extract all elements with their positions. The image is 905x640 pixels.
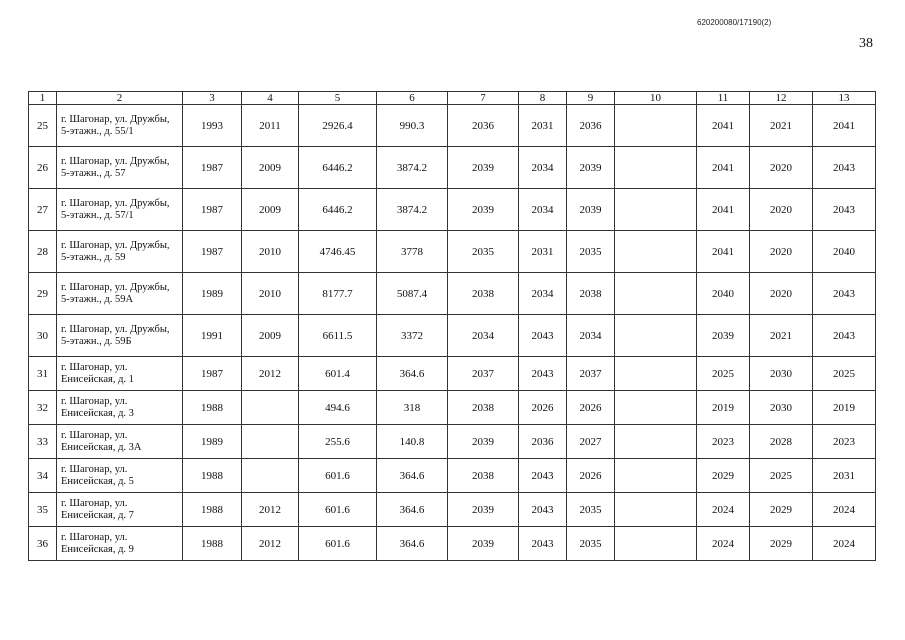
table-cell: 6446.2 — [299, 147, 377, 189]
table-cell: 2023 — [813, 425, 876, 459]
column-header: 3 — [183, 92, 242, 105]
address-cell: г. Шагонар, ул. Дружбы, 5-этажн., д. 57/1 — [57, 189, 183, 231]
column-header: 4 — [242, 92, 299, 105]
table-cell: 255.6 — [299, 425, 377, 459]
table-cell: 601.6 — [299, 493, 377, 527]
table-cell — [615, 459, 697, 493]
table-cell: 2029 — [750, 527, 813, 561]
address-cell: г. Шагонар, ул. Дружбы, 5-этажн., д. 59Б — [57, 315, 183, 357]
column-header: 9 — [567, 92, 615, 105]
table-cell: 6611.5 — [299, 315, 377, 357]
table-cell — [615, 357, 697, 391]
table-cell: 2043 — [519, 493, 567, 527]
column-header: 12 — [750, 92, 813, 105]
table-cell: 1988 — [183, 459, 242, 493]
table-cell: 2039 — [567, 189, 615, 231]
table-cell: 2031 — [519, 231, 567, 273]
table-cell: 2035 — [567, 231, 615, 273]
table-cell: 2011 — [242, 105, 299, 147]
table-cell: 2031 — [813, 459, 876, 493]
table-cell: 318 — [377, 391, 448, 425]
table-cell: 2026 — [567, 391, 615, 425]
table-cell: 31 — [29, 357, 57, 391]
column-header: 10 — [615, 92, 697, 105]
table-cell: 2009 — [242, 189, 299, 231]
table-cell: 2043 — [519, 527, 567, 561]
table-cell: 27 — [29, 189, 57, 231]
table-cell: 2028 — [750, 425, 813, 459]
table-cell: 2041 — [697, 147, 750, 189]
table-cell: 2036 — [567, 105, 615, 147]
table-row — [29, 105, 876, 147]
table-cell: 2020 — [750, 189, 813, 231]
table-cell: 1988 — [183, 391, 242, 425]
table-cell: 2041 — [697, 231, 750, 273]
table-cell: 3778 — [377, 231, 448, 273]
table-row — [29, 189, 876, 231]
header-row — [29, 92, 876, 105]
table-cell: 2038 — [448, 391, 519, 425]
table-cell: 2025 — [813, 357, 876, 391]
table-cell: 2038 — [448, 273, 519, 315]
table-cell: 2037 — [448, 357, 519, 391]
table-cell: 601.6 — [299, 527, 377, 561]
table-row — [29, 459, 876, 493]
table-cell: 2039 — [448, 493, 519, 527]
table-cell: 2043 — [519, 315, 567, 357]
table-cell — [615, 147, 697, 189]
table-cell: 2030 — [750, 391, 813, 425]
table-cell: 1991 — [183, 315, 242, 357]
table-cell: 1989 — [183, 273, 242, 315]
table-cell: 2035 — [567, 493, 615, 527]
address-cell: г. Шагонар, ул. Дружбы, 5-этажн., д. 59 — [57, 231, 183, 273]
table-cell: 2019 — [813, 391, 876, 425]
table-cell — [615, 189, 697, 231]
table-cell: 2009 — [242, 315, 299, 357]
column-header: 11 — [697, 92, 750, 105]
column-header: 1 — [29, 92, 57, 105]
table-cell: 25 — [29, 105, 57, 147]
table-cell: 2010 — [242, 231, 299, 273]
table-cell: 1987 — [183, 231, 242, 273]
table-cell: 2038 — [448, 459, 519, 493]
table-cell: 2043 — [519, 357, 567, 391]
table-cell: 2038 — [567, 273, 615, 315]
table-cell: 2031 — [519, 105, 567, 147]
table-cell: 2043 — [519, 459, 567, 493]
table-cell: 6446.2 — [299, 189, 377, 231]
table-cell: 364.6 — [377, 493, 448, 527]
address-cell: г. Шагонар, ул. Дружбы, 5-этажн., д. 59А — [57, 273, 183, 315]
table-cell — [615, 391, 697, 425]
table-cell: 5087.4 — [377, 273, 448, 315]
table-cell — [615, 273, 697, 315]
table-cell: 2020 — [750, 147, 813, 189]
table-cell: 2041 — [697, 189, 750, 231]
table-cell: 2034 — [448, 315, 519, 357]
table-cell: 2034 — [567, 315, 615, 357]
table-cell — [615, 105, 697, 147]
table-cell: 2024 — [813, 527, 876, 561]
table-cell: 3874.2 — [377, 189, 448, 231]
table-cell: 2040 — [697, 273, 750, 315]
table-row — [29, 391, 876, 425]
column-header: 8 — [519, 92, 567, 105]
table-row — [29, 315, 876, 357]
table-cell: 2020 — [750, 231, 813, 273]
table-cell: 2025 — [750, 459, 813, 493]
table-cell: 1989 — [183, 425, 242, 459]
table-cell: 2009 — [242, 147, 299, 189]
table-cell: 2034 — [519, 273, 567, 315]
table-row — [29, 231, 876, 273]
table-cell: 2020 — [750, 273, 813, 315]
table-cell: 2023 — [697, 425, 750, 459]
table-cell: 2043 — [813, 273, 876, 315]
table-cell: 2034 — [519, 189, 567, 231]
table-cell: 2012 — [242, 493, 299, 527]
table-cell: 2036 — [448, 105, 519, 147]
address-cell: г. Шагонар, ул. Енисейская, д. 3 — [57, 391, 183, 425]
table-cell: 2043 — [813, 189, 876, 231]
table-cell: 36 — [29, 527, 57, 561]
table-cell: 2039 — [697, 315, 750, 357]
table-cell: 2043 — [813, 147, 876, 189]
table-cell: 2039 — [567, 147, 615, 189]
table-cell: 2024 — [697, 527, 750, 561]
column-header: 5 — [299, 92, 377, 105]
column-header: 6 — [377, 92, 448, 105]
address-cell: г. Шагонар, ул. Енисейская, д. 9 — [57, 527, 183, 561]
table-row — [29, 493, 876, 527]
table-cell: 2037 — [567, 357, 615, 391]
table-cell: 2010 — [242, 273, 299, 315]
table-cell — [615, 493, 697, 527]
address-cell: г. Шагонар, ул. Енисейская, д. 1 — [57, 357, 183, 391]
table-row — [29, 147, 876, 189]
document-code: 620200080/17190(2) — [697, 18, 772, 27]
address-cell: г. Шагонар, ул. Енисейская, д. 5 — [57, 459, 183, 493]
table-cell: 2040 — [813, 231, 876, 273]
table-cell: 2026 — [567, 459, 615, 493]
table-cell: 2024 — [813, 493, 876, 527]
table-cell — [242, 425, 299, 459]
table-cell: 2012 — [242, 527, 299, 561]
table-cell — [242, 391, 299, 425]
table-cell: 494.6 — [299, 391, 377, 425]
table-row — [29, 527, 876, 561]
table-cell: 2021 — [750, 105, 813, 147]
table-cell: 2021 — [750, 315, 813, 357]
table-cell: 2043 — [813, 315, 876, 357]
table-cell: 364.6 — [377, 357, 448, 391]
table-cell: 3372 — [377, 315, 448, 357]
table-cell: 1993 — [183, 105, 242, 147]
table-cell: 2041 — [813, 105, 876, 147]
table-cell: 35 — [29, 493, 57, 527]
table-cell — [242, 459, 299, 493]
table-cell: 2012 — [242, 357, 299, 391]
address-cell: г. Шагонар, ул. Енисейская, д. 7 — [57, 493, 183, 527]
address-cell: г. Шагонар, ул. Дружбы, 5-этажн., д. 55/1 — [57, 105, 183, 147]
table-cell: 26 — [29, 147, 57, 189]
table-row — [29, 357, 876, 391]
table-cell: 2025 — [697, 357, 750, 391]
table-cell: 1988 — [183, 527, 242, 561]
table-cell: 1987 — [183, 357, 242, 391]
table-cell: 2035 — [567, 527, 615, 561]
table-cell: 601.6 — [299, 459, 377, 493]
table-cell: 4746.45 — [299, 231, 377, 273]
table-row — [29, 273, 876, 315]
address-cell: г. Шагонар, ул. Енисейская, д. 3А — [57, 425, 183, 459]
table-cell: 28 — [29, 231, 57, 273]
table-cell: 2926.4 — [299, 105, 377, 147]
table-cell: 2019 — [697, 391, 750, 425]
table-cell: 2036 — [519, 425, 567, 459]
table-cell: 2027 — [567, 425, 615, 459]
table-cell: 3874.2 — [377, 147, 448, 189]
table-cell: 8177.7 — [299, 273, 377, 315]
table-cell: 32 — [29, 391, 57, 425]
column-header: 7 — [448, 92, 519, 105]
table-cell: 601.4 — [299, 357, 377, 391]
table-cell: 2030 — [750, 357, 813, 391]
table-cell: 2029 — [697, 459, 750, 493]
table-cell: 140.8 — [377, 425, 448, 459]
table-cell: 990.3 — [377, 105, 448, 147]
table-cell: 1987 — [183, 189, 242, 231]
table-cell: 2024 — [697, 493, 750, 527]
table-cell: 364.6 — [377, 459, 448, 493]
table-cell: 2039 — [448, 425, 519, 459]
table-cell: 1988 — [183, 493, 242, 527]
page-number: 38 — [859, 36, 873, 51]
table-cell — [615, 425, 697, 459]
table-cell: 2035 — [448, 231, 519, 273]
table-cell: 2029 — [750, 493, 813, 527]
table-cell — [615, 527, 697, 561]
table-cell: 33 — [29, 425, 57, 459]
table-cell: 2034 — [519, 147, 567, 189]
table-cell: 1987 — [183, 147, 242, 189]
column-header: 2 — [57, 92, 183, 105]
table-cell: 34 — [29, 459, 57, 493]
address-cell: г. Шагонар, ул. Дружбы, 5-этажн., д. 57 — [57, 147, 183, 189]
table-cell: 2039 — [448, 147, 519, 189]
table-cell — [615, 231, 697, 273]
table-cell — [615, 315, 697, 357]
housing-table — [28, 91, 876, 561]
table-cell: 2039 — [448, 189, 519, 231]
table-cell: 29 — [29, 273, 57, 315]
table-cell: 30 — [29, 315, 57, 357]
table-cell: 364.6 — [377, 527, 448, 561]
table-cell: 2026 — [519, 391, 567, 425]
table-row — [29, 425, 876, 459]
table-cell: 2039 — [448, 527, 519, 561]
column-header: 13 — [813, 92, 876, 105]
table-cell: 2041 — [697, 105, 750, 147]
